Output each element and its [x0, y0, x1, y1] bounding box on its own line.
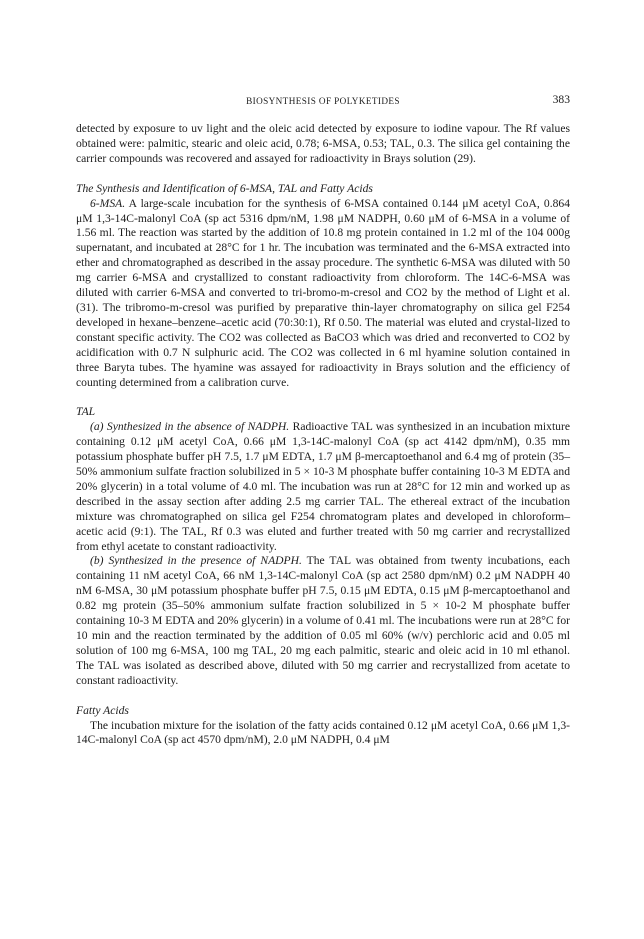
section-heading: The Synthesis and Identification of 6-MSA, TAL and Fatty Acids: [76, 181, 373, 195]
spacer: [76, 689, 570, 704]
tal-b-lead: (b) Synthesized in the presence of NADPH.: [90, 554, 302, 568]
article-body: [76, 122, 570, 748]
running-title: BIOSYNTHESIS OF POLYKETIDES: [246, 96, 400, 106]
tal-a-lead: (a) Synthesized in the absence of NADPH.: [90, 420, 290, 434]
spacer: [76, 390, 570, 405]
spacer: [76, 167, 570, 182]
tal-a-text: Radioactive TAL was synthesized in an incubation mixture containing 0.12 μM acetyl CoA, 0.66 μM 1,3-14C-malonyl CoA (sp act 4142 dpm/nM), 0.35 mm potassium phosphate buffer pH 7.5, 1.7 μM EDTA, 1.7 μM β-mercaptoethanol and 6.4 mg of protein (35–50% ammonium sulfate fraction solubilized in 5 × 10-3 M phosphate buffer containing 10-3 M EDTA and 20% glycerin) in a total volume of 4.0 ml. The incubation was run at 28°C for 12 min and worked up as described in the assay section after adding 2.5 mg carrier TAL. The ethereal extract of the incubation mixture was chromatographed on silica gel F254 chromatogram plates and developed in chloroform–acetic acid (9:1). The TAL, Rf 0.3 was eluted and further treated with 50 mg carrier and recrystallized from ethyl acetate to constant radioactivity.: [76, 420, 570, 553]
msa-paragraph: [76, 197, 570, 391]
tal-heading: TAL: [76, 405, 96, 419]
intro-paragraph: detected by exposure to uv light and the oleic acid detected by exposure to iodine vapour. The Rf values obtained were: palmitic, stearic and oleic acid, 0.78; 6-MSA, 0.53; TAL, 0.3. The silica gel containing the carrier compounds was recovered and assayed for radioactivity in Brays solution (29).: [76, 122, 570, 165]
tal-b-text: The TAL was obtained from twenty incubations, each containing 11 nM acetyl CoA, 66 nM 1,3-14C-malonyl CoA (sp act 2580 dpm/nM) 0.2 μM NADPH 40 nM 6-MSA, 30 μM potassium phosphate buffer pH 7.5, 0.15 μM EDTA, 0.15 μM β-mercaptoethanol and 0.82 mg protein (35–50% ammonium sulfate fraction solubilized in 5 × 10-2 M phosphate buffer containing 10-3 M EDTA and 20% glycerin) in a volume of 0.41 ml. The incubations were run at 28°C for 10 min and the reaction terminated by the addition of 0.05 ml 60% (w/v) perchloric acid and 0.05 ml solution of 100 mg 6-MSA, 100 mg TAL, 20 mg each palmitic, stearic and oleic acid in 10 ml ethanol. The TAL was isolated as described above, diluted with 50 mg carrier and recrystallized from acetate to constant radioactivity.: [76, 554, 570, 687]
running-head: [76, 94, 570, 108]
msa-lead: 6-MSA.: [90, 196, 126, 210]
fatty-acids-heading: Fatty Acids: [76, 703, 129, 717]
tal-a-paragraph: [76, 420, 570, 554]
fatty-acids-paragraph: The incubation mixture for the isolation of the fatty acids contained 0.12 μM acetyl CoA, 0.66 μM 1,3-14C-malonyl CoA (sp act 4570 dpm/nM), 2.0 μM NADPH, 0.4 μM: [76, 718, 570, 747]
tal-b-paragraph: [76, 554, 570, 688]
msa-text: A large-scale incubation for the synthesis of 6-MSA contained 0.144 μM acetyl CoA, 0.864 μM 1,3-14C-malonyl CoA (sp act 5316 dpm/nM, 1.98 μM NADPH, 0.60 μM of 6-MSA in a volume of 1.56 ml. The reaction was started by the addition of 10.8 mg protein contained in 1.2 ml of the 104 000g supernatant, and incubated at 28°C for 1 hr. The incubation was terminated and the 6-MSA extracted into ether and chromatographed as described in the assay procedure. The synthetic 6-MSA was diluted with 50 mg carrier 6-MSA and crystallized to constant radioactivity from chloroform. The 14C-6-MSA was diluted with carrier 6-MSA and converted to tri-bromo-m-cresol and CO2 by the method of Light et al. (31). The tribromo-m-cresol was purified by preparative thin-layer chromatography on silica gel F254 developed in hexane–benzene–acetic acid (70:30:1), Rf 0.50. The material was eluted and crystal-lized to constant specific activity. The CO2 was collected as BaCO3 which was dried and reconverted to CO2 by acidification with 0.7 N sulphuric acid. The CO2 was collected in 6 ml hyamine solution contained in three Baryta tubes. The hyamine was assayed for radioactivity in Brays solution and the efficiency of counting determined from a calibration curve.: [76, 196, 571, 389]
page-number: 383: [552, 93, 570, 106]
